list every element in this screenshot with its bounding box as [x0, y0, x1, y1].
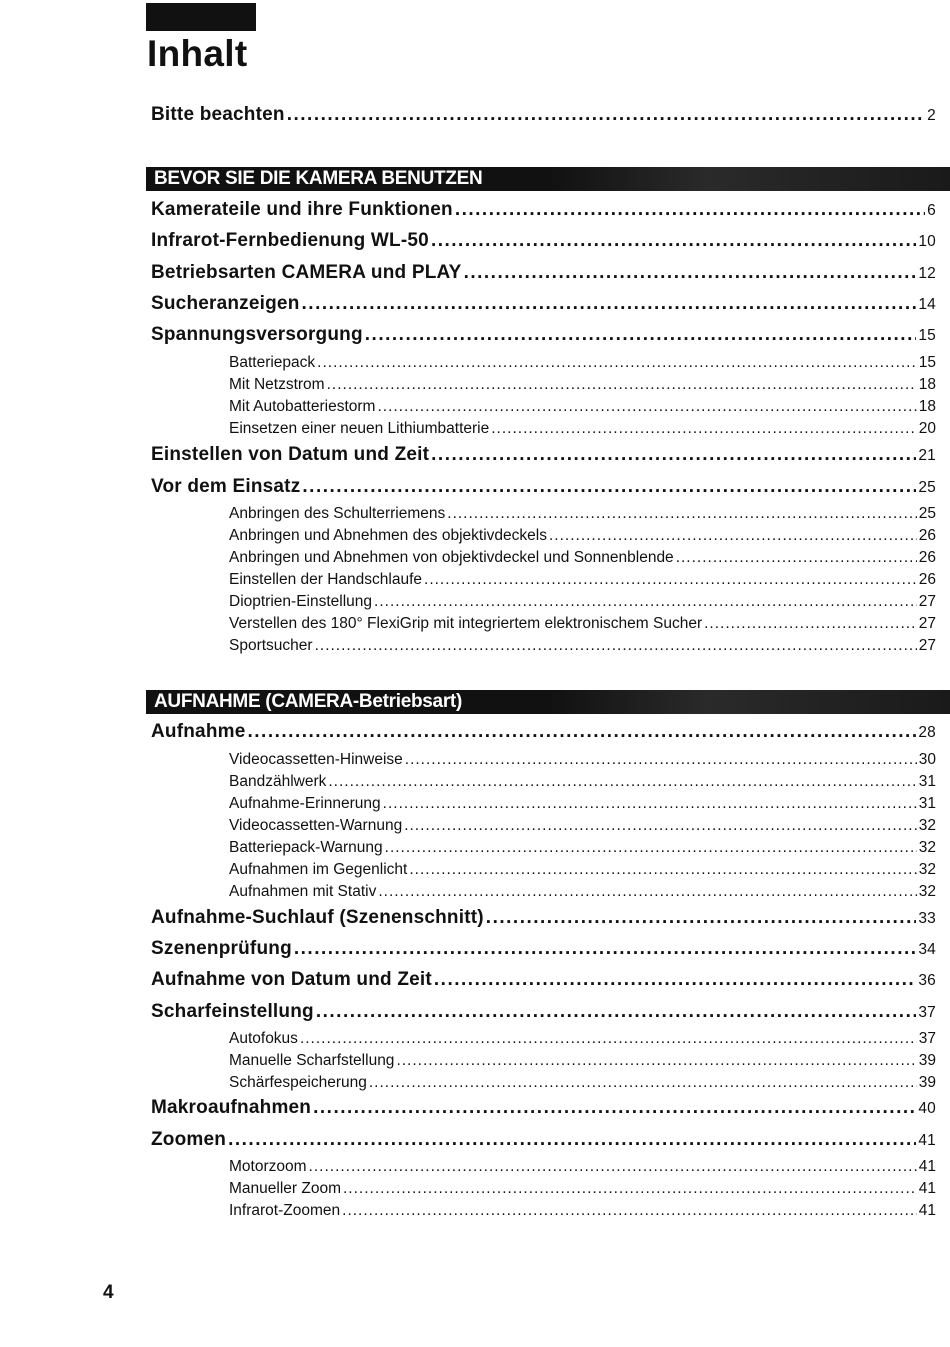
toc-entry-label: Mit Autobatteriestorm	[229, 398, 376, 415]
toc-entry-page: 18	[918, 376, 936, 393]
toc-entry-page: 31	[918, 773, 936, 790]
section-heading-bar	[146, 690, 950, 714]
toc-leader-dots	[385, 839, 917, 857]
toc-entry-page: 12	[918, 265, 936, 282]
toc-entry-label: Verstellen des 180° FlexiGrip mit integriertem elektronischem Sucher	[229, 615, 703, 632]
toc-entry-label: Batteriepack-Warnung	[229, 839, 383, 856]
toc-entry-label: Kamerateile und ihre Funktionen	[151, 199, 453, 220]
toc-entry[interactable]	[151, 293, 936, 315]
toc-entry-page: 32	[918, 861, 936, 878]
toc-entry[interactable]	[229, 1052, 936, 1070]
toc-entry-page: 28	[918, 724, 936, 741]
toc-entry-label: Videocassetten-Warnung	[229, 817, 403, 834]
toc-entry[interactable]	[151, 199, 936, 221]
toc-entry[interactable]	[151, 104, 936, 126]
toc-entry-label: Einsetzen einer neuen Lithiumbatterie	[229, 420, 490, 437]
toc-leader-dots	[464, 262, 917, 284]
toc-entry[interactable]	[229, 1202, 936, 1220]
toc-entry[interactable]	[229, 1158, 936, 1176]
toc-entry-page: 27	[918, 637, 936, 654]
toc-entry-label: Einstellen der Handschlaufe	[229, 571, 423, 588]
toc-entry[interactable]	[229, 1030, 936, 1048]
toc-entry[interactable]	[151, 444, 936, 466]
toc-entry[interactable]	[151, 476, 936, 498]
toc-entry-page: 31	[918, 795, 936, 812]
toc-entry[interactable]	[229, 420, 936, 438]
toc-entry-label: Scharfeinstellung	[151, 1001, 314, 1022]
toc-entry[interactable]	[151, 1097, 936, 1119]
toc-entry-page: 37	[918, 1004, 936, 1021]
toc-entry-page: 26	[918, 549, 936, 566]
toc-entry-page: 26	[918, 571, 936, 588]
toc-entry[interactable]	[229, 1180, 936, 1198]
toc-entry-label: Einstellen von Datum und Zeit	[151, 444, 430, 465]
toc-entry[interactable]	[151, 907, 936, 929]
toc-entry[interactable]	[229, 398, 936, 416]
toc-leader-dots	[369, 1074, 917, 1092]
toc-entry[interactable]	[229, 839, 936, 857]
toc-entry[interactable]	[151, 938, 936, 960]
toc-entry-page: 14	[918, 296, 936, 313]
toc-entry-label: Bitte beachten	[151, 104, 285, 125]
toc-entry-label: Sportsucher	[229, 637, 313, 654]
toc-leader-dots	[676, 549, 917, 567]
toc-entry[interactable]	[229, 1074, 936, 1092]
toc-entry-label: Manueller Zoom	[229, 1180, 341, 1197]
toc-entry-label: Betriebsarten CAMERA und PLAY	[151, 262, 462, 283]
toc-leader-dots	[309, 1158, 917, 1176]
toc-leader-dots	[409, 861, 916, 879]
toc-leader-dots	[404, 817, 917, 835]
toc-entry-label: Bandzählwerk	[229, 773, 327, 790]
toc-entry[interactable]	[229, 354, 936, 372]
toc-leader-dots	[491, 420, 917, 438]
toc-entry-label: Spannungsversorgung	[151, 324, 363, 345]
section-heading-bar	[146, 167, 950, 191]
toc-leader-dots	[343, 1180, 917, 1198]
toc-leader-dots	[287, 104, 925, 126]
toc-leader-dots	[405, 751, 917, 769]
toc-entry-page: 37	[918, 1030, 936, 1047]
toc-entry-label: Infrarot-Fernbedienung WL-50	[151, 230, 429, 251]
toc-entry-label: Anbringen des Schulterriemens	[229, 505, 446, 522]
section-heading: BEVOR SIE DIE KAMERA BENUTZEN	[154, 168, 483, 189]
toc-entry-label: Aufnahmen im Gegenlicht	[229, 861, 408, 878]
toc-entry[interactable]	[229, 615, 936, 633]
toc-entry[interactable]	[229, 883, 936, 901]
toc-entry-page: 41	[918, 1158, 936, 1175]
toc-entry-page: 41	[918, 1132, 936, 1149]
toc-entry-page: 32	[918, 839, 936, 856]
toc-entry-label: Makroaufnahmen	[151, 1097, 312, 1118]
toc-entry-page: 34	[918, 941, 936, 958]
toc-entry-page: 36	[918, 972, 936, 989]
toc-entry-page: 41	[918, 1180, 936, 1197]
toc-entry[interactable]	[229, 817, 936, 835]
toc-entry[interactable]	[229, 861, 936, 879]
toc-leader-dots	[302, 476, 916, 498]
toc-entry[interactable]	[229, 637, 936, 655]
toc-leader-dots	[424, 571, 917, 589]
toc-leader-dots	[549, 527, 917, 545]
toc-entry-label: Aufnahme-Suchlauf (Szenenschnitt)	[151, 907, 484, 928]
toc-entry-page: 27	[918, 593, 936, 610]
toc-entry[interactable]	[229, 593, 936, 611]
page-title: Inhalt	[147, 33, 248, 74]
toc-leader-dots	[302, 293, 917, 315]
toc-entry-label: Schärfespeicherung	[229, 1074, 367, 1091]
toc-entry-page: 10	[918, 233, 936, 250]
toc-leader-dots	[396, 1052, 916, 1070]
toc-entry-page: 21	[918, 447, 936, 464]
toc-leader-dots	[447, 505, 916, 523]
section-heading: AUFNAHME (CAMERA-Betriebsart)	[154, 691, 462, 712]
toc-entry-label: Aufnahme-Erinnerung	[229, 795, 381, 812]
toc-entry-page: 40	[918, 1100, 936, 1117]
toc-entry[interactable]	[229, 527, 936, 545]
toc-entry-label: Motorzoom	[229, 1158, 307, 1175]
toc-entry-label: Mit Netzstrom	[229, 376, 325, 393]
toc-entry-page: 32	[918, 883, 936, 900]
page-number: 4	[103, 1282, 114, 1303]
toc-entry-page: 32	[918, 817, 936, 834]
toc-leader-dots	[342, 1202, 917, 1220]
toc-leader-dots	[374, 593, 917, 611]
toc-entry-label: Autofokus	[229, 1030, 298, 1047]
toc-leader-dots	[365, 324, 917, 346]
toc-entry[interactable]	[151, 1129, 936, 1151]
toc-leader-dots	[315, 637, 917, 655]
toc-entry[interactable]	[151, 969, 936, 991]
toc-entry-page: 27	[918, 615, 936, 632]
toc-leader-dots	[377, 398, 916, 416]
toc-leader-dots	[383, 795, 917, 813]
toc-entry-page: 6	[927, 202, 936, 219]
toc-leader-dots	[378, 883, 916, 901]
toc-entry[interactable]	[229, 751, 936, 769]
toc-leader-dots	[431, 230, 916, 252]
toc-entry-label: Batteriepack	[229, 354, 316, 371]
toc-entry-page: 15	[918, 327, 936, 344]
toc-leader-dots	[431, 444, 916, 466]
toc-entry-page: 39	[918, 1052, 936, 1069]
toc-entry-page: 41	[918, 1202, 936, 1219]
toc-entry-label: Videocassetten-Hinweise	[229, 751, 403, 768]
toc-entry[interactable]	[229, 549, 936, 567]
toc-entry-page: 15	[918, 354, 936, 371]
toc-entry[interactable]	[151, 721, 936, 743]
toc-entry-label: Dioptrien-Einstellung	[229, 593, 373, 610]
toc-leader-dots	[434, 969, 916, 991]
toc-leader-dots	[328, 773, 916, 791]
toc-entry-label: Aufnahmen mit Stativ	[229, 883, 377, 900]
toc-entry-label: Anbringen und Abnehmen von objektivdeckel und Sonnenblende	[229, 549, 674, 566]
toc-entry-label: Vor dem Einsatz	[151, 476, 301, 497]
toc-leader-dots	[327, 376, 917, 394]
toc-entry-label: Manuelle Scharfstellung	[229, 1052, 395, 1069]
toc-entry-label: Szenenprüfung	[151, 938, 292, 959]
toc-entry-page: 2	[927, 107, 936, 124]
toc-leader-dots	[300, 1030, 917, 1048]
toc-leader-dots	[316, 1001, 917, 1023]
toc-entry-page: 33	[918, 910, 936, 927]
toc-entry[interactable]	[229, 571, 936, 589]
toc-entry-label: Zoomen	[151, 1129, 227, 1150]
toc-entry[interactable]	[229, 505, 936, 523]
toc-entry[interactable]	[151, 230, 936, 252]
toc-leader-dots	[704, 615, 917, 633]
toc-leader-dots	[228, 1129, 916, 1151]
toc-entry[interactable]	[151, 1001, 936, 1023]
toc-entry[interactable]	[151, 262, 936, 284]
toc-entry-page: 20	[918, 420, 936, 437]
toc-leader-dots	[294, 938, 916, 960]
toc-entry-label: Aufnahme	[151, 721, 246, 742]
toc-entry-label: Infrarot-Zoomen	[229, 1202, 341, 1219]
toc-entry-page: 25	[918, 479, 936, 496]
toc-entry-page: 30	[918, 751, 936, 768]
toc-entry-label: Anbringen und Abnehmen des objektivdeckels	[229, 527, 547, 544]
toc-entry-label: Sucheranzeigen	[151, 293, 300, 314]
toc-leader-dots	[313, 1097, 916, 1119]
toc-leader-dots	[248, 721, 917, 743]
toc-entry[interactable]	[229, 795, 936, 813]
toc-entry-page: 26	[918, 527, 936, 544]
toc-entry-page: 18	[918, 398, 936, 415]
toc-entry-label: Aufnahme von Datum und Zeit	[151, 969, 432, 990]
toc-entry-page: 25	[918, 505, 936, 522]
toc-leader-dots	[486, 907, 917, 929]
toc-entry[interactable]	[229, 773, 936, 791]
toc-entry[interactable]	[151, 324, 936, 346]
toc-entry[interactable]	[229, 376, 936, 394]
toc-entry-page: 39	[918, 1074, 936, 1091]
toc-leader-dots	[317, 354, 917, 372]
toc-leader-dots	[455, 199, 925, 221]
header-black-bar	[146, 3, 256, 31]
